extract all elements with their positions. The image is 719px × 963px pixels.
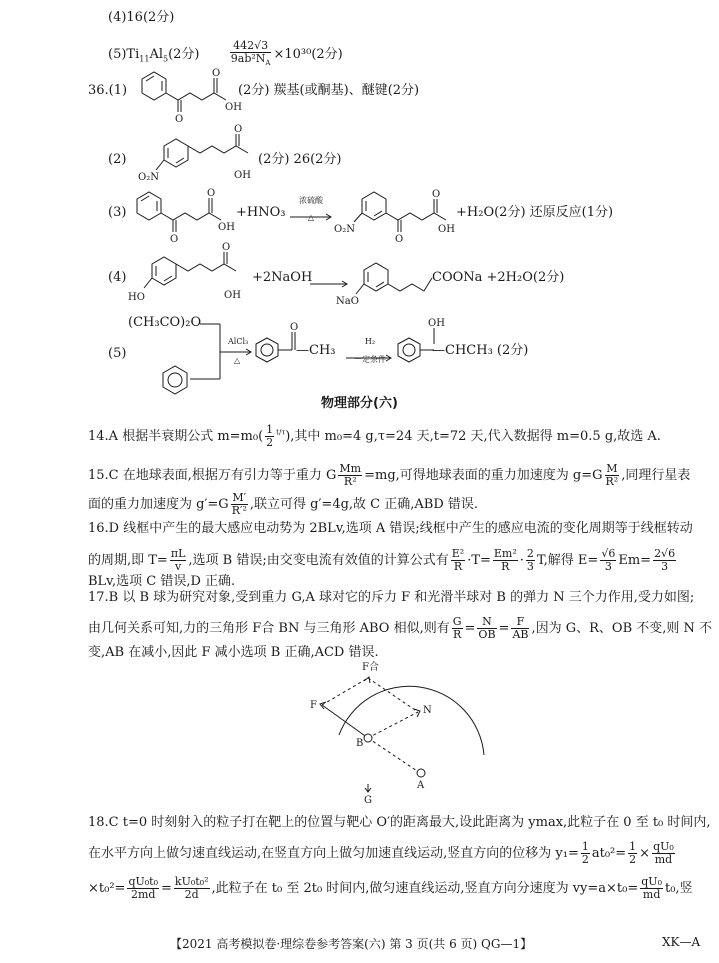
force-label: N <box>423 705 432 716</box>
frac-den: R′² <box>231 504 247 517</box>
page-footer: 【2021 高考模拟卷·理综卷参考答案(六) 第 3 页(共 6 页) QG—1】 <box>170 937 533 951</box>
label-o2n: O₂N <box>334 224 355 235</box>
fraction <box>605 463 620 488</box>
frac-num: πL <box>170 547 186 560</box>
fraction <box>231 492 248 517</box>
q14-exponent: t/τ <box>276 428 286 437</box>
q16-text-f: Em= <box>618 553 652 568</box>
frac-num: F <box>511 616 529 629</box>
label-o: O <box>395 234 404 245</box>
frac-den: R <box>453 560 463 573</box>
q15-line-1 <box>88 463 690 488</box>
q36-3-label: (3) <box>108 205 127 220</box>
label-o: O <box>175 114 184 125</box>
force-diagram-svg <box>300 660 500 810</box>
frac-num: E² <box>451 547 465 560</box>
q16-text-c: ·T= <box>467 553 491 568</box>
q17-line-1: 17.B 以 B 球为研究对象,受到重力 G,A 球对它的斥力 F 和光滑半球对 B 的弹力 N 三个力作用,受力如图; <box>88 590 695 605</box>
formula-ti-sub: 11 <box>139 54 150 64</box>
label-ho: HO <box>128 292 145 303</box>
frac-den: OB <box>478 628 496 641</box>
frac-den: R <box>501 560 510 573</box>
frac-den: 2 <box>581 853 589 866</box>
point-label: B <box>356 738 364 749</box>
q18-text-d: ×t₀²= <box>88 881 126 896</box>
fraction <box>451 548 465 573</box>
structure-36-3-product-svg <box>334 188 458 245</box>
structure-36-2 <box>138 124 260 192</box>
q16-line-2 <box>88 548 678 573</box>
force-label: G <box>364 795 372 806</box>
structure-36-1-svg <box>130 66 242 125</box>
frac-num: Mm <box>339 462 362 475</box>
fraction <box>581 841 590 866</box>
point-label: A <box>417 780 425 791</box>
section-title: 物理部分(六) <box>321 396 398 411</box>
fraction <box>653 548 676 573</box>
q14-half <box>265 424 274 449</box>
structure-36-2-svg <box>138 124 260 188</box>
frac-num: G <box>452 615 462 628</box>
fraction <box>511 616 529 641</box>
q17-text-a: 由几何关系可知,力的三角形 F合 BN 与三角形 ABO 相似,则有 <box>88 621 450 636</box>
q17-line-2 <box>88 616 712 641</box>
q16-line-3: BLv,选项 C 错误,D 正确. <box>88 574 236 589</box>
frac-den <box>230 53 272 69</box>
q18-text-a: 在水平方向上做匀速直线运动,在竖直方向上做匀加速直线运动,竖直方向的位移为 y₁= <box>88 846 579 861</box>
q16-text-a: 的周期,即 T= <box>88 553 168 568</box>
chem-answer-4: (4)16(2分) <box>108 10 175 25</box>
frac-den: R² <box>605 475 619 488</box>
q17-text-b: ,因为 G、R、OB 不变,则 N 不 <box>531 621 713 636</box>
structure-36-3-reactant-svg <box>125 186 235 245</box>
label-o: O <box>234 124 243 135</box>
frac-den: v <box>175 560 182 573</box>
structure-36-4-reactant <box>128 242 248 310</box>
frac-num: N <box>477 616 496 629</box>
equals: = <box>498 621 510 636</box>
fraction <box>338 463 362 488</box>
structure-36-1 <box>130 66 242 125</box>
equals: = <box>464 621 476 636</box>
structure-36-4-reactant-svg <box>128 242 248 306</box>
q17-line-3: 变,AB 在减小,因此 F 减小选项 B 正确,ACD 错误. <box>88 645 379 660</box>
fraction <box>170 548 187 573</box>
fraction <box>452 616 463 641</box>
q36-4-label: (4) <box>108 270 127 285</box>
q15-text-b: =mg,可得地球表面的重力加速度为 g=G <box>364 468 603 483</box>
frac-den: 2 <box>629 853 637 866</box>
label-o: O <box>290 322 299 333</box>
q18-text-f: ,此粒子在 t₀ 至 2t₀ 时间内,做匀速直线运动,竖直方向分速度为 vy=a×t₀= <box>211 881 639 896</box>
structure-36-3-reactant <box>125 186 235 245</box>
fraction <box>628 841 637 866</box>
chem-answer-5 <box>108 40 343 69</box>
structure-36-4-product <box>336 264 440 310</box>
q36-2-label: (2) <box>108 152 127 167</box>
q16-text-b: ,选项 B 错误;由交变电流有效值的计算公式有 <box>188 553 449 568</box>
cond-heat: △ <box>234 356 241 365</box>
cond-h2so4: 浓硫酸 <box>299 196 323 205</box>
frac-den: 2d <box>184 888 199 901</box>
fraction <box>640 876 663 901</box>
frac-num: M <box>606 462 618 475</box>
formula-al-sub: 5 <box>162 54 169 64</box>
structure-36-4-product-svg <box>336 264 440 307</box>
frac-num: 2√6 <box>654 547 676 560</box>
frac-num: √6 <box>601 547 616 560</box>
fraction <box>526 548 535 573</box>
frac-den: 3 <box>526 560 534 573</box>
frac-num: Em² <box>493 547 517 560</box>
frac-num: M′ <box>232 491 247 504</box>
frac-den-sub: A <box>265 59 271 68</box>
label-oh: OH <box>234 170 251 181</box>
frac-den: 2md <box>130 888 156 901</box>
q36-3-answer: +H₂O(2分) 还原反应(1分) <box>456 205 614 220</box>
force-label: F <box>310 700 317 711</box>
label-nao: NaO <box>336 296 359 307</box>
q36-4-answer: COONa +2H₂O(2分) <box>432 270 565 285</box>
q14-answer <box>88 424 661 449</box>
fraction <box>652 841 675 866</box>
label-o: O <box>212 68 221 79</box>
label-oh: OH <box>224 290 241 301</box>
frac-num: 2 <box>526 547 534 560</box>
label-o: O <box>432 189 441 200</box>
points: (2分) <box>168 47 200 63</box>
frac-num: qU₀ <box>641 875 662 888</box>
q16-text-d: · <box>519 553 524 568</box>
frac-den: AB <box>512 628 529 641</box>
acetic-anhydride: (CH₃CO)₂O <box>128 315 202 330</box>
frac-num: qU₀ <box>653 840 674 853</box>
frac-den-main: 9ab²N <box>230 52 266 65</box>
q18-text-c: × <box>639 846 651 861</box>
label-o: O <box>207 188 216 199</box>
frac-num: kU₀t₀² <box>174 875 209 888</box>
frac-num: 442√3 <box>230 40 272 53</box>
q36-5-label: (5) <box>108 346 127 361</box>
cond-heat: △ <box>307 213 315 222</box>
label-o: O <box>170 234 179 245</box>
q36-label: 36.(1) <box>88 83 128 98</box>
fraction <box>493 548 518 573</box>
q18-line-1: 18.C t=0 时刻射入的粒子打在靶上的位置与靶心 O′的距离最大,设此距离为 ymax,此粒子在 0 至 t₀ 时间内, <box>88 815 711 830</box>
q15-text-e: ,联立可得 g′=4g,故 C 正确,ABD 错误. <box>249 497 479 512</box>
frac-den: 3 <box>661 560 669 573</box>
bracket-lines-svg <box>195 322 255 382</box>
frac-num: 1 <box>629 840 637 853</box>
q18-text-g: t₀,竖 <box>665 881 693 896</box>
frac-den: md <box>654 853 673 866</box>
q16-text-e: T,解得 E= <box>536 553 599 568</box>
q14-text-a: 14.A 根据半衰期公式 m=m₀( <box>88 429 264 444</box>
frac-den: md <box>642 888 661 901</box>
bracket-lines <box>195 322 255 386</box>
fraction <box>600 548 616 573</box>
label-o2n: O₂N <box>138 172 159 183</box>
q18-line-2 <box>88 841 677 866</box>
q18-text-e: = <box>161 881 172 896</box>
fraction <box>174 876 210 901</box>
label-oh: OH <box>225 102 242 113</box>
cond-alcl3: AlCl₃ <box>228 337 249 346</box>
label-oh: OH <box>438 224 455 235</box>
benzene-svg <box>160 365 190 395</box>
hno3-reagent: +HNO₃ <box>236 205 286 220</box>
q15-line-2 <box>88 492 478 517</box>
cond-h2: H₂ <box>364 337 376 346</box>
q15-text-c: ,同理行星表 <box>621 468 691 483</box>
frac-num: qU₀t₀ <box>128 875 158 888</box>
force-label: F合 <box>362 662 379 673</box>
q36-1-answer: (2分) 羰基(或酮基)、醚键(2分) <box>238 83 420 98</box>
q14-text-b: ),其中 m₀=4 g,τ=24 天,t=72 天,代入数据得 m=0.5 g,故选 A. <box>285 429 661 444</box>
methyl-group: —CH₃ <box>296 343 336 358</box>
frac-den: R <box>452 628 462 641</box>
frac-den: 2 <box>266 436 274 449</box>
label-o: O <box>222 242 231 253</box>
frac-den: R² <box>343 475 357 488</box>
q15-text-d: 面的重力加速度为 g′=G <box>88 497 229 512</box>
formula-al: Al <box>149 47 163 63</box>
density-fraction <box>230 40 272 69</box>
frac-num: 1 <box>266 423 274 436</box>
q36-2-answer: (2分) 26(2分) <box>258 152 342 167</box>
structure-36-3-product <box>334 188 458 247</box>
footer-code: XK—A <box>662 935 701 949</box>
force-diagram <box>300 660 500 814</box>
cond-certain: 一定条件 <box>354 355 386 364</box>
fraction <box>477 616 496 641</box>
q16-line-1: 16.D 线框中产生的最大感应电动势为 2BLv,选项 A 错误;线框中产生的感应电流的变化周期等于线框转动 <box>88 521 693 536</box>
q36-5-answer: —CHCH₃ (2分) <box>432 343 529 358</box>
q18-line-3 <box>88 876 693 901</box>
q15-text-a: 15.C 在地球表面,根据万有引力等于重力 G <box>88 468 337 483</box>
naoh-reagent: +2NaOH <box>252 270 313 285</box>
label-oh: OH <box>218 222 235 233</box>
density-exp: ×10³⁰(2分) <box>273 47 343 63</box>
frac-den: 3 <box>604 560 612 573</box>
fraction <box>127 876 159 901</box>
label-oh: OH <box>428 318 445 329</box>
q18-text-b: at₀²= <box>591 846 627 861</box>
frac-num: 1 <box>581 840 589 853</box>
formula-ti: (5)Ti <box>108 47 140 63</box>
